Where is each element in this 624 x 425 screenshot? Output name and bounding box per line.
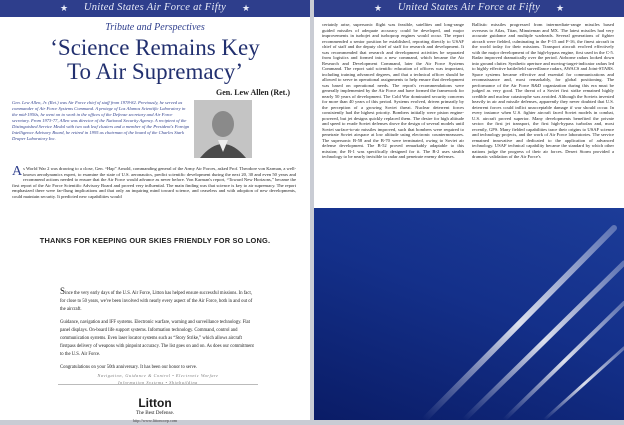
drop-cap: A bbox=[12, 164, 23, 179]
divider bbox=[58, 384, 258, 385]
header-banner bbox=[0, 0, 310, 17]
intro-text: s World War 2 was drawing to a close, Gen. “Hap” Arnold, commanding general of the Army Air Forces, asked Prof. Theodore von Karman, a well-known aerodynamics expert, to examine the state of U.S. aeronautics, predict scientific development during the next 20, 30 and even 50 years and recommend actions needed to ensure that the Air Force would advance as never before. Von Karman's report, “Toward New Horizons,” became the first report of the Air Force Scientific Advisory Board and proved very influential. The main finding was that science is key to air supremacy. The report emphasized there were far-flung implications and that only an inquiring mind toward science, and ceaseless and with adoption of new developments, could maintain security. It predicted new capabilities would bbox=[12, 166, 296, 199]
logo-slogan: The Best Defense. bbox=[135, 410, 175, 416]
header-banner bbox=[314, 0, 624, 17]
star-icon: ★ bbox=[60, 3, 69, 13]
article-intro bbox=[12, 166, 296, 199]
ad-url: http://www.littoncorp.com bbox=[132, 418, 178, 423]
star-icon: ★ bbox=[374, 3, 383, 13]
banner-title: United States Air Force at Fifty bbox=[397, 2, 541, 13]
section-kicker: Tribute and Perspectives bbox=[105, 22, 205, 33]
right-page bbox=[314, 0, 624, 420]
ad-paragraph-2: Guidance, navigation and IFF systems. Electronic warfare, warning and surveillance technology. Flat panel displays. On-board life support systems. Information technology. Command, control and communication systems. Even laser locator systems such as “Story Strike,” which allows aircraft firstpass delivery of weapons with pinpoint accuracy. The list goes on and on. As does our commitment to the U.S. Air Force. bbox=[60, 320, 254, 357]
ad-tagline-line-1: Navigation, Guidance & Control • Electronic Warfare bbox=[97, 373, 219, 378]
banner-title: United States Air Force at Fifty bbox=[83, 2, 227, 13]
headline-line-1: ‘Science Remains Key bbox=[50, 35, 260, 60]
star-icon: ★ bbox=[556, 3, 565, 13]
headline-line-2: To Air Supremacy’ bbox=[67, 59, 243, 84]
ad-body bbox=[60, 288, 256, 378]
ad-paragraph-1: ince the very early days of the U.S. Air Force, Litton has helped ensure successful missions. In fact, for close to 50 years, we've been involved with nearly every aspect of the Air Force, both in and out of the aircraft. bbox=[60, 291, 253, 312]
ad-paragraph-3: Congratulations on your 50th anniversary. It has been our honor to serve. bbox=[60, 365, 198, 371]
star-icon: ★ bbox=[242, 3, 251, 13]
article-column-2: Ballistic missiles progressed from intermediate-range missiles based overseas to Atlas, Titan, Minuteman and MX. The latest missiles had very accurate guidance and multiple warheads. Several generations of fighter aircraft were fielded, culminating in the F-15 and F-16, the finest aircraft in the world today for their missions. Transport aircraft evolved effectively with the major development of the high-bypass engine, first used in the C-5. Radar improved dramatically over the period. Airborne radars looked down into ground clutter. Synthetic aperture and moving-target-indicator radars led to highly effective battlefield surveillance radars, AWACS and Joint-STARS. Space systems became effective and essential for communications and reconnaissance and, most remarkably, for global positioning. The performance of the Air Force R&D organization during this era must be judged as very good. The threat of a Soviet first strike remained highly credible and nuclear catastrophe was avoided. Although the Soviets invested heavily in air and missile defenses, apparently they never doubted that U.S. deterrent forces could inflict unacceptable damage if war should occur. In every instance when U.S. fighter aircraft faced Soviet models in combat, U.S. aircraft proved superior. Many developments benefited the private sector: the first jet transport, the first high-bypass turbofan and, most recently, GPS. Many fielded capabilities trace their origins to USAF science and technology projects, and the work of Air Force laboratories. The service remained innovative and dedicated to the application of advanced technology. USAF technical capability became the standard by which other nations judge the progress of their air forces. Desert Storm provided a dramatic validation of the Air Force's bbox=[472, 22, 614, 159]
litton-logo: Litton bbox=[138, 396, 172, 410]
author-portrait bbox=[194, 100, 252, 158]
ad-tagline-line-2: Information Systems • Shipbuilding bbox=[118, 380, 198, 386]
article-column-1: certainly arise, supersonic flight was feasible, satellites and long-range guided missiles of adequate accuracy could be developed, and major improvements in turbojet and turboprop engines would occur. The report recommended a senior position be established, reporting directly to USAF chief of staff and the deputy chief of staff for research and development. It was recommended that research and development activities be separated from logistics and formed into a new command, which became the Air Research and Development Command, later the Air Force Systems Command. The report said scientific education of officers was important, including training advanced degrees, and that a technical officer should be allowed to serve in operational assignments to help ensure that development was based on operational needs. The report's recommendations were generally implemented by the Air Force and have formed the framework for nearly 50 years of development. The Cold War dominated security concerns for more than 40 years of this period. Systems evolved, driven primarily by the perception of a growing Soviet threat. Nuclear deterrent forces consistently had the highest priority. Bombers initially were piston engine-powered, but jet designs quickly replaced them. The desire for high altitude and speed to evade Soviet defenses drove the design of several models until Soviet surface-to-air missiles improved, such that bombers were required to penetrate Soviet airspace at low altitude using electronic countermeasures. The supersonic B-58 and the B-70 were terminated, owing to Soviet air defense development. The B-52 proved remarkably adaptable to this mission; the B-1 was specifically designed for it. The B-2 uses stealth technology to be nearly invisible to radar and penetrate enemy defenses. bbox=[322, 22, 464, 159]
article-headline bbox=[10, 36, 300, 84]
left-page bbox=[0, 0, 310, 423]
article-byline: Gen. Lew Allen (Ret.) bbox=[216, 88, 290, 97]
ad-drop-cap: S bbox=[60, 286, 66, 296]
litton-advertisement bbox=[0, 230, 310, 423]
sky-photo bbox=[314, 208, 624, 420]
author-bio: Gen. Lew Allen, Jr. (Ret.) was Air Force chief of staff from 1978-82. Previously, he served as commander of Air Force Systems Command. A protege of Los Alamos Scientific Laboratory in the mid-1950s, he went on to work in the offices of the Defense secretary and Air Force secretary. From 1973-77, Allen was director of the National Security Agency. A recipient of the Distinguished Service Medal with two oak leaf clusters and a member of the President's Foreign Intelligence Advisory Board, he retired in 1995 as chairman of the board of the Charles Stark Draper Laboratory Inc. bbox=[12, 100, 190, 141]
ad-headline: THANKS FOR KEEPING OUR SKIES FRIENDLY FOR SO LONG. bbox=[39, 236, 271, 245]
